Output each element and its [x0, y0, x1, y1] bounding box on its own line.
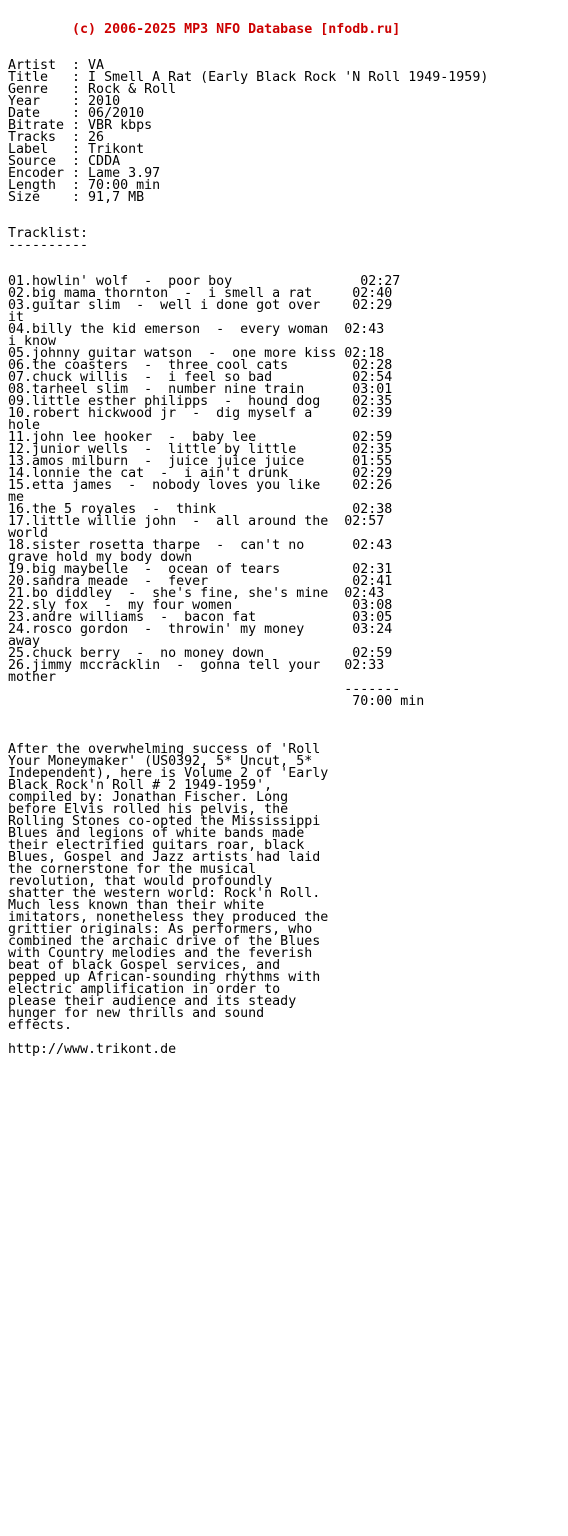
nfo-line: 09.little esther philipps - hound dog 02:35: [8, 394, 393, 409]
nfo-line: After the overwhelming success of 'Roll: [8, 742, 321, 757]
nfo-line: 23.andre williams - bacon fat 03:05: [8, 610, 393, 625]
nfo-line: Much less known than their white: [8, 898, 265, 913]
nfo-line: 05.johnny guitar watson - one more kiss 02:18: [8, 346, 385, 361]
nfo-line: 04.billy the kid emerson - every woman 02:43: [8, 322, 385, 337]
nfo-document: [8, 0, 488, 1068]
nfo-line: please their audience and its steady: [8, 994, 297, 1009]
nfo-line: 06.the coasters - three cool cats 02:28: [8, 358, 393, 373]
nfo-line: 21.bo diddley - she's fine, she's mine 02:43: [8, 586, 385, 601]
nfo-line: grittier originals: As performers, who: [8, 922, 313, 937]
nfo-line: Rolling Stones co-opted the Mississippi: [8, 814, 321, 829]
nfo-line: 03.guitar slim - well i done got over 02:29: [8, 298, 393, 313]
nfo-line: -------: [8, 682, 401, 697]
nfo-line: i know: [8, 334, 57, 349]
nfo-line: Black Rock'n Roll # 2 1949-1959',: [8, 778, 273, 793]
nfo-line: pepped up African-sounding rhythms with: [8, 970, 321, 985]
nfo-line: electric amplification in order to: [8, 982, 281, 997]
nfo-line: Artist : VA: [8, 58, 105, 73]
nfodb-header: (c) 2006-2025 MP3 NFO Database [nfodb.ru]: [8, 22, 401, 37]
nfo-line: Your Moneymaker' (US0392, 5* Uncut, 5*: [8, 754, 313, 769]
nfo-line: 01.howlin' wolf - poor boy 02:27: [8, 274, 401, 289]
nfo-line: combined the archaic drive of the Blues: [8, 934, 321, 949]
nfo-line: 24.rosco gordon - throwin' my money 03:24: [8, 622, 393, 637]
nfo-line: before Elvis rolled his pelvis, the: [8, 802, 289, 817]
nfo-line: [8, 720, 488, 732]
nfo-line: 26.jimmy mccracklin - gonna tell your 02:33: [8, 658, 385, 673]
nfo-line: 15.etta james - nobody loves you like 02:26: [8, 478, 393, 493]
nfo-line: Independent), here is Volume 2 of 'Early: [8, 766, 329, 781]
nfo-line: Length : 70:00 min: [8, 178, 161, 193]
nfo-line: Tracks : 26: [8, 130, 105, 145]
nfo-line: me: [8, 490, 25, 505]
nfo-line: 12.junior wells - little by little 02:35: [8, 442, 393, 457]
nfo-line: Date : 06/2010: [8, 106, 145, 121]
nfo-line: Tracklist:: [8, 226, 89, 241]
nfo-line: 07.chuck willis - i feel so bad 02:54: [8, 370, 393, 385]
nfo-line: effects.: [8, 1018, 73, 1033]
nfo-line: 25.chuck berry - no money down 02:59: [8, 646, 393, 661]
nfo-line: ----------: [8, 238, 89, 253]
nfo-line: 02.big mama thornton - i smell a rat 02:40: [8, 286, 393, 301]
nfo-line: Encoder : Lame 3.97: [8, 166, 161, 181]
nfo-line: 10.robert hickwood jr - dig myself a 02:39: [8, 406, 393, 421]
nfo-line: away: [8, 634, 41, 649]
nfo-line: beat of black Gospel services, and: [8, 958, 281, 973]
nfo-line: Year : 2010: [8, 94, 121, 109]
nfo-line: their electrified guitars roar, black: [8, 838, 305, 853]
nfo-line: 13.amos milburn - juice juice juice 01:55: [8, 454, 393, 469]
nfo-line: Size : 91,7 MB: [8, 190, 145, 205]
nfo-line: [8, 204, 488, 216]
nfo-line[interactable]: http://www.trikont.de: [8, 1042, 177, 1057]
nfo-line: it: [8, 310, 25, 325]
nfo-line: Blues and legions of white bands made: [8, 826, 305, 841]
nfo-line: with Country melodies and the feverish: [8, 946, 313, 961]
nfo-line: world: [8, 526, 49, 541]
nfo-line: 08.tarheel slim - number nine train 03:01: [8, 382, 393, 397]
nfo-line: Genre : Rock & Roll: [8, 82, 177, 97]
nfo-line: imitators, nonetheless they produced the: [8, 910, 329, 925]
nfo-line: 14.lonnie the cat - i ain't drunk 02:29: [8, 466, 393, 481]
nfo-line: 19.big maybelle - ocean of tears 02:31: [8, 562, 393, 577]
nfo-line: Blues, Gospel and Jazz artists had laid: [8, 850, 321, 865]
nfo-line: 22.sly fox - my four women 03:08: [8, 598, 393, 613]
nfo-line: mother: [8, 670, 57, 685]
nfo-line: 20.sandra meade - fever 02:41: [8, 574, 393, 589]
nfo-line: Label : Trikont: [8, 142, 145, 157]
nfo-line: shatter the western world: Rock'n Roll.: [8, 886, 321, 901]
nfo-line: the cornerstone for the musical: [8, 862, 257, 877]
nfo-line: hole: [8, 418, 41, 433]
nfo-line: revolution, that would profoundly: [8, 874, 273, 889]
nfo-line: grave hold my body down: [8, 550, 193, 565]
nfo-line: 70:00 min: [8, 694, 425, 709]
nfo-line: 16.the 5 royales - think 02:38: [8, 502, 393, 517]
nfo-line: 11.john lee hooker - baby lee 02:59: [8, 430, 393, 445]
nfo-line: 18.sister rosetta tharpe - can't no 02:43: [8, 538, 393, 553]
nfo-line: hunger for new thrills and sound: [8, 1006, 265, 1021]
nfo-body: [8, 60, 488, 1056]
nfo-line: Bitrate : VBR kbps: [8, 118, 153, 133]
nfo-line: compiled by: Jonathan Fischer. Long: [8, 790, 289, 805]
nfo-line: [8, 252, 488, 264]
nfo-line: Source : CDDA: [8, 154, 121, 169]
nfo-line: Title : I Smell A Rat (Early Black Rock 'N Roll 1949-1959): [8, 70, 489, 85]
nfo-line: 17.little willie john - all around the 02:57: [8, 514, 385, 529]
nfo-line: [8, 708, 488, 720]
